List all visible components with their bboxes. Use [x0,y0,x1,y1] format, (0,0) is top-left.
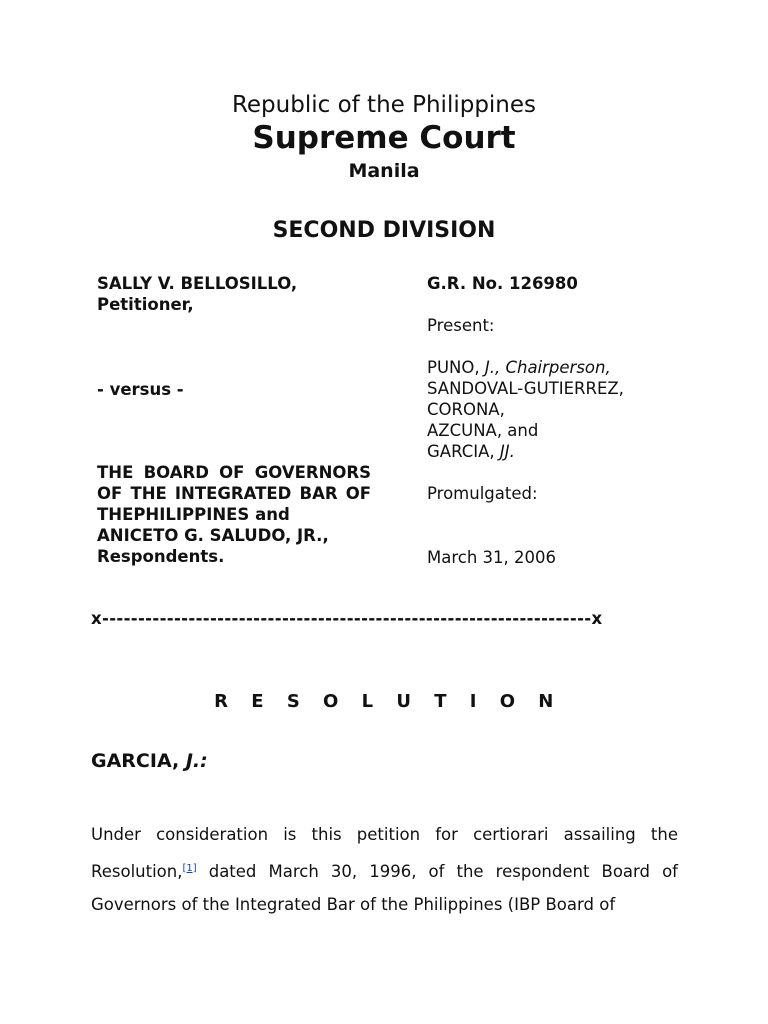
section-divider: x--------------------------------------------------------------------x [91,609,603,628]
footnote-link[interactable]: [1] [182,862,197,874]
resolution-title: R E S O L U T I O N [214,691,562,712]
ponente [91,750,208,772]
body-text-start: Under consideration is this petition for certiorari assailing the Resolution, [91,825,678,881]
header-city: Manila [348,160,420,182]
ponente-title: J.: [185,750,208,772]
header-court: Supreme Court [252,120,516,156]
respondents-block [97,462,371,567]
justice-2: SANDOVAL-GUTIERREZ, [427,379,624,398]
justice-1 [427,357,747,378]
petitioner-role: Petitioner, [97,295,194,314]
promulgated-date: March 31, 2006 [427,548,557,567]
justice-1-role: Chairperson, [505,358,611,377]
versus-label: - versus - [97,380,184,399]
present-label: Present: [427,316,495,335]
justice-3: CORONA, [427,400,505,419]
gr-number: G.R. No. 126980 [427,274,578,293]
promulgated-label: Promulgated: [427,484,538,503]
body-paragraph [91,818,678,922]
justice-5 [427,441,747,462]
justice-1-title: J., [484,358,501,377]
body-text-continued: dated March 30, 1996, of the respondent Board of Governors of the Integrated Bar of the Philippines (IBP Board of [91,861,678,914]
petitioner-name: SALLY V. BELLOSILLO, [97,274,298,293]
respondent-line-3: ANICETO G. SALUDO, JR., [97,526,329,545]
petitioner-block [97,273,371,315]
justice-4: AZCUNA, and [427,421,539,440]
header-division: SECOND DIVISION [272,218,496,243]
justice-5-name: GARCIA, [427,442,495,461]
respondent-role: Respondents. [97,547,225,566]
justices-block [427,357,747,462]
justice-5-title: JJ. [499,442,515,461]
justice-1-name: PUNO, [427,358,480,377]
respondent-line-2: THEPHILIPPINES and [97,505,290,524]
header-republic: Republic of the Philippines [231,92,537,118]
ponente-name: GARCIA, [91,750,180,772]
respondent-line-1: THE BOARD OF GOVERNORS OF THE INTEGRATED BAR OF [97,463,371,503]
